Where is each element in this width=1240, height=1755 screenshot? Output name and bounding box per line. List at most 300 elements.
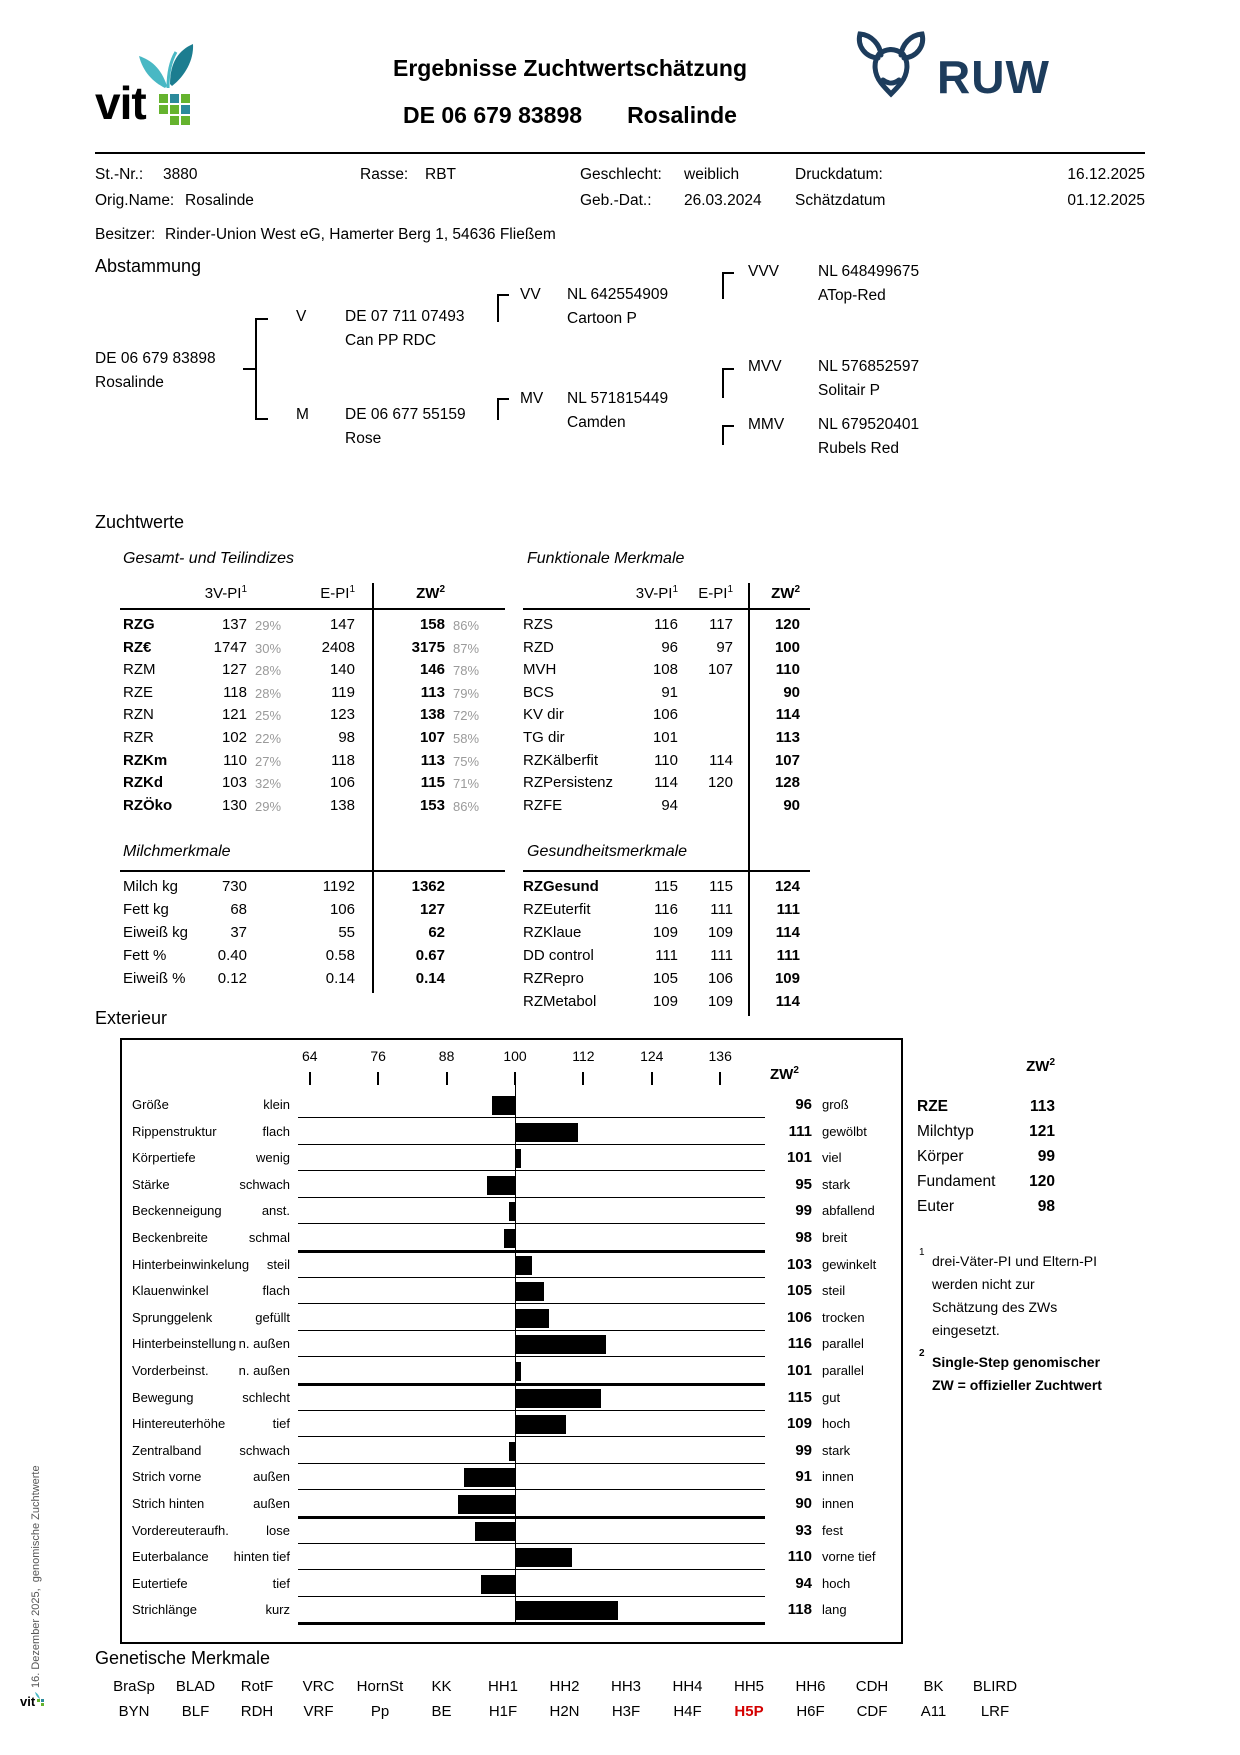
trait-label: RZKlaue xyxy=(523,924,582,941)
trait-value: 95 xyxy=(795,1175,812,1193)
zw-value: 114 xyxy=(775,924,800,941)
axis-tick-mark xyxy=(446,1072,448,1085)
zw-value: 113 xyxy=(420,683,445,701)
trait-bar xyxy=(515,1389,601,1408)
geb-dat-value: 26.03.2024 xyxy=(684,192,762,209)
genetic-trait-name: BLIRD xyxy=(972,1678,1018,1695)
trait-label: Vordereuteraufh. xyxy=(132,1522,229,1538)
exterieur-row xyxy=(122,1385,901,1412)
milch-header-rule xyxy=(120,870,505,872)
funktional-title: Funktionale Merkmale xyxy=(527,550,685,567)
trait-high-descriptor: steil xyxy=(822,1283,846,1299)
pedigree-bracket-line xyxy=(255,418,268,420)
genetic-trait-status: H6F xyxy=(796,1703,825,1720)
genetik-heading: Genetische Merkmale xyxy=(95,1648,271,1668)
table-row xyxy=(523,639,810,661)
pi3v-value: 115 xyxy=(654,878,678,895)
axis-tick-label: 88 xyxy=(438,1048,455,1064)
exterieur-row xyxy=(122,1597,901,1624)
trait-label: Hinterbeinstellung xyxy=(132,1336,237,1352)
table-row xyxy=(120,684,505,706)
trait-label: Beckenbreite xyxy=(132,1230,208,1245)
zw-value: 3175 xyxy=(411,638,445,656)
pedigree-mmv-name: Rubels Red xyxy=(818,440,899,457)
pedigree-bracket-line xyxy=(722,272,724,299)
epi-value: 0.14 xyxy=(325,970,355,987)
trait-value: 106 xyxy=(786,1308,812,1326)
trait-value: 116 xyxy=(787,1335,812,1353)
pedigree-mmv-label: MMV xyxy=(748,416,785,433)
summary-row xyxy=(917,1173,1057,1197)
summary-value: 113 xyxy=(1029,1098,1055,1115)
zw-reliability: 72% xyxy=(453,708,480,724)
indizes-title: Gesamt- und Teilindizes xyxy=(123,550,295,567)
zw-value: 153 xyxy=(419,796,445,814)
trait-low-descriptor: hinten tief xyxy=(233,1549,290,1565)
trait-value: 110 xyxy=(787,1548,812,1566)
zw-value: 146 xyxy=(419,661,445,679)
trait-label: Körpertiefe xyxy=(132,1150,196,1166)
trait-label: RZG xyxy=(123,616,155,633)
pedigree-mmv-id: NL 679520401 xyxy=(818,416,920,433)
table-row xyxy=(120,878,505,900)
zuchtwerte-heading: Zuchtwerte xyxy=(95,512,185,532)
zw-value: 114 xyxy=(775,706,800,724)
genetic-trait-name: BraSp xyxy=(113,1678,155,1695)
epi-value: 1192 xyxy=(322,878,355,895)
zw-value: 124 xyxy=(774,878,800,895)
trait-label: RZKm xyxy=(123,751,168,769)
pedigree-vv-name: Cartoon P xyxy=(567,310,637,327)
zw-reliability: 86% xyxy=(453,798,480,814)
genetic-trait-status: VRF xyxy=(303,1703,334,1720)
exterieur-row xyxy=(122,1119,901,1146)
ruw-logo-text: RUW xyxy=(937,51,1050,103)
pedigree-v-id: DE 07 711 07493 xyxy=(345,308,465,325)
genetic-trait-name: HornSt xyxy=(356,1678,404,1695)
axis-tick-label: 136 xyxy=(708,1048,732,1064)
trait-label: RZKd xyxy=(123,774,163,792)
exterieur-row xyxy=(122,1411,901,1438)
table-row xyxy=(523,970,810,992)
pi3v-value: 37 xyxy=(230,924,247,941)
epi-value: 123 xyxy=(329,706,355,724)
pi3v-value: 130 xyxy=(221,796,247,814)
trait-value: 111 xyxy=(788,1122,812,1140)
trait-bar xyxy=(458,1495,515,1514)
sidebar-vit-logo xyxy=(20,1692,47,1709)
trait-bar xyxy=(515,1123,578,1142)
genetic-trait-status: H2N xyxy=(549,1703,580,1720)
trait-label: Stärke xyxy=(132,1176,170,1192)
animal-id: DE 06 679 83898 xyxy=(403,102,583,128)
zw-value: 115 xyxy=(420,774,445,792)
trait-label: RZRepro xyxy=(523,970,584,987)
trait-bar xyxy=(464,1468,515,1487)
zw-reliability: 79% xyxy=(453,685,480,701)
table-row xyxy=(120,970,505,992)
pi3v-reliability: 30% xyxy=(255,640,282,656)
pedigree-bracket-line xyxy=(497,294,499,322)
summary-row xyxy=(917,1148,1057,1172)
trait-label: RZEuterfit xyxy=(523,901,591,918)
zw-value: 113 xyxy=(420,751,445,769)
pedigree-bracket-line xyxy=(722,425,734,427)
trait-value: 98 xyxy=(795,1229,812,1246)
axis-tick-label: 124 xyxy=(640,1048,664,1064)
ruw-logo xyxy=(845,28,1075,118)
besitzer-label: Besitzer: xyxy=(95,226,156,243)
trait-high-descriptor: breit xyxy=(822,1230,848,1245)
pi3v-value: 68 xyxy=(230,901,247,918)
pi3v-value: 0.12 xyxy=(217,970,247,987)
table-row xyxy=(120,706,505,728)
epi-value: 138 xyxy=(329,796,355,814)
druckdatum-value: 16.12.2025 xyxy=(1067,166,1145,183)
pedigree-bracket-line xyxy=(722,368,724,398)
zw-value: 109 xyxy=(774,970,800,987)
st-nr-value: 3880 xyxy=(163,166,198,183)
header-divider xyxy=(95,152,1145,154)
besitzer-value: Rinder-Union West eG, Hamerter Berg 1, 54636 Fließem xyxy=(165,226,556,243)
trait-label: RZR xyxy=(123,729,154,746)
trait-label: Hinterbeinwinkelung xyxy=(132,1256,250,1272)
trait-bar xyxy=(487,1176,516,1195)
geschlecht-label: Geschlecht: xyxy=(580,166,662,183)
axis-tick-mark xyxy=(719,1072,721,1085)
exterieur-row xyxy=(122,1305,901,1332)
pedigree-bracket-line xyxy=(497,294,509,296)
pi3v-value: 127 xyxy=(221,661,247,679)
epi-value: 119 xyxy=(331,683,355,701)
zw-value: 100 xyxy=(774,638,800,656)
table-row xyxy=(523,797,810,819)
trait-bar xyxy=(475,1522,515,1541)
sidebar-date-text: 16. Dezember 2025, genomische Zuchtwerte xyxy=(30,1465,42,1688)
trait-label: RZGesund xyxy=(523,878,599,895)
trait-low-descriptor: schlecht xyxy=(242,1389,290,1405)
zw-value: 111 xyxy=(776,901,800,918)
zw-value: 107 xyxy=(419,729,445,746)
trait-low-descriptor: flach xyxy=(262,1283,290,1299)
trait-bar xyxy=(515,1309,549,1328)
vit-logo xyxy=(95,40,265,130)
trait-low-descriptor: außen xyxy=(253,1496,290,1511)
pi3v-reliability: 27% xyxy=(255,753,282,769)
trait-high-descriptor: hoch xyxy=(822,1416,851,1432)
trait-label: RZKälberfit xyxy=(523,751,599,769)
col-3vpi: $3V-PI^1$ xyxy=(635,584,678,602)
genetic-trait-name: HH5 xyxy=(733,1678,764,1695)
trait-high-descriptor: gewölbt xyxy=(822,1123,867,1139)
footnote-1: 1 drei-Väter-PI und Eltern-PI werden nicht zur Schätzung des ZWs eingesetzt. xyxy=(919,1247,1097,1339)
pi3v-value: 118 xyxy=(223,683,247,701)
milch-table xyxy=(120,878,505,998)
axis-tick-mark xyxy=(582,1072,584,1085)
trait-high-descriptor: viel xyxy=(822,1150,842,1166)
trait-bar xyxy=(515,1601,618,1620)
col-3vpi: $3V-PI^1$ xyxy=(204,584,247,602)
table-row xyxy=(120,729,505,751)
genetic-trait-status: LRF xyxy=(980,1703,1010,1720)
vit-logo-text: vit xyxy=(95,77,146,129)
pedigree-animal-name: Rosalinde xyxy=(95,374,164,391)
zw-value: 120 xyxy=(774,616,800,633)
pedigree-heading: Abstammung xyxy=(95,256,202,276)
trait-low-descriptor: lose xyxy=(266,1522,290,1538)
epi-value: 106 xyxy=(707,970,733,987)
zw-reliability: 75% xyxy=(453,753,480,769)
trait-high-descriptor: vorne tief xyxy=(822,1549,876,1565)
zw-reliability: 86% xyxy=(453,618,480,633)
trait-label: RZS xyxy=(523,616,553,633)
exterieur-row xyxy=(122,1358,901,1385)
pedigree-m-label: M xyxy=(296,406,309,423)
genetic-trait-column xyxy=(779,1678,843,1720)
genetic-trait-column xyxy=(533,1678,597,1720)
zw-value: 90 xyxy=(783,683,800,701)
pi3v-reliability: 32% xyxy=(255,776,282,792)
genetic-trait-status: A11 xyxy=(920,1703,947,1720)
druckdatum-label: Druckdatum: xyxy=(795,166,883,183)
geb-dat-label: Geb.-Dat.: xyxy=(580,192,652,209)
genetic-trait-name: HH4 xyxy=(672,1678,703,1695)
rasse-label: Rasse: xyxy=(360,166,409,183)
exterieur-chart xyxy=(120,1038,903,1644)
exterieur-row xyxy=(122,1518,901,1545)
summary-zw-header: $ZW^2$ xyxy=(1026,1057,1055,1075)
trait-low-descriptor: gefüllt xyxy=(255,1309,290,1325)
genetic-trait-name: BLAD xyxy=(175,1678,216,1695)
trait-label: RZPersistenz xyxy=(523,774,614,792)
table-row xyxy=(523,729,810,751)
trait-low-descriptor: tief xyxy=(272,1575,290,1591)
trait-high-descriptor: abfallend xyxy=(822,1203,875,1219)
pi3v-value: 108 xyxy=(652,661,678,679)
pi3v-value: 94 xyxy=(661,796,678,814)
table-row xyxy=(120,797,505,819)
trait-value: 118 xyxy=(787,1601,812,1619)
pi3v-value: 96 xyxy=(661,638,678,656)
pi3v-value: 110 xyxy=(223,751,247,769)
exterieur-row xyxy=(122,1571,901,1598)
genetic-trait-column xyxy=(840,1678,904,1720)
trait-value: 96 xyxy=(795,1096,812,1113)
genetic-trait-column xyxy=(102,1678,166,1720)
table-row xyxy=(523,684,810,706)
genetic-trait-name: RotF xyxy=(240,1678,274,1695)
trait-value: 93 xyxy=(795,1521,812,1539)
schaetzdatum-label: Schätzdatum xyxy=(795,192,886,209)
pi3v-value: 137 xyxy=(221,616,247,633)
trait-high-descriptor: stark xyxy=(822,1442,851,1458)
trait-low-descriptor: steil xyxy=(266,1256,290,1272)
trait-low-descriptor: außen xyxy=(253,1469,290,1485)
trait-value: 94 xyxy=(795,1574,812,1592)
trait-value: 101 xyxy=(786,1149,812,1167)
table-row xyxy=(120,924,505,946)
trait-low-descriptor: anst. xyxy=(261,1203,290,1219)
zw-value: 0.67 xyxy=(415,947,445,964)
pedigree-vv-label: VV xyxy=(520,286,541,303)
trait-bar xyxy=(515,1256,532,1275)
table-row xyxy=(120,774,505,796)
zw-reliability: 58% xyxy=(453,731,480,746)
table-row xyxy=(523,878,810,900)
trait-label: Strich hinten xyxy=(132,1496,205,1511)
genetic-trait-column xyxy=(225,1678,289,1720)
pedigree-bracket-line xyxy=(497,398,509,400)
pi3v-value: 91 xyxy=(661,683,678,701)
genetic-trait-column xyxy=(656,1678,720,1720)
trait-value: 90 xyxy=(795,1495,812,1512)
trait-label: Zentralband xyxy=(132,1442,202,1458)
pi3v-value: 0.40 xyxy=(217,947,247,964)
trait-label: MVH xyxy=(523,661,557,679)
genetic-trait-status: BE xyxy=(431,1703,452,1720)
trait-bar xyxy=(515,1548,572,1567)
summary-value: 120 xyxy=(1029,1173,1055,1190)
pi3v-value: 121 xyxy=(221,706,247,724)
indizes-table xyxy=(120,616,505,821)
epi-value: 98 xyxy=(338,729,355,746)
geschlecht-value: weiblich xyxy=(684,166,740,183)
trait-bar xyxy=(509,1442,515,1461)
zw-reliability: 78% xyxy=(453,663,480,679)
trait-label: Fett kg xyxy=(123,901,169,918)
table-row xyxy=(523,774,810,796)
trait-high-descriptor: fest xyxy=(822,1522,843,1538)
sidebar-vit-icon xyxy=(35,1692,47,1706)
summary-value: 99 xyxy=(1037,1148,1055,1165)
trait-label: Vorderbeinst. xyxy=(132,1363,209,1378)
pi3v-value: 109 xyxy=(652,993,678,1010)
exterieur-row xyxy=(122,1544,901,1571)
col-zw: $ZW^2$ xyxy=(771,584,800,602)
trait-value: 99 xyxy=(795,1202,812,1220)
pedigree-mvv-name: Solitair P xyxy=(818,382,881,399)
epi-value: 55 xyxy=(338,924,355,941)
trait-label: BCS xyxy=(523,683,554,701)
epi-value: 107 xyxy=(707,661,733,679)
vit-plant-icon xyxy=(137,40,207,128)
epi-value: 109 xyxy=(707,993,733,1010)
table-row xyxy=(120,616,505,638)
epi-value: 106 xyxy=(329,774,355,792)
trait-high-descriptor: groß xyxy=(822,1097,849,1112)
genetic-trait-name: HH2 xyxy=(549,1678,580,1695)
genetic-trait-name: BK xyxy=(923,1678,944,1695)
trait-low-descriptor: schwach xyxy=(239,1176,290,1192)
orig-name-value: Rosalinde xyxy=(185,192,254,209)
trait-value: 101 xyxy=(786,1362,812,1379)
pedigree-bracket-line xyxy=(722,272,734,274)
zw-value: 90 xyxy=(783,796,800,814)
table-row xyxy=(120,947,505,969)
trait-label: KV dir xyxy=(523,706,564,724)
trait-label: Beckenneigung xyxy=(132,1203,222,1219)
trait-low-descriptor: n. außen xyxy=(238,1363,290,1378)
pedigree-bracket-line xyxy=(722,368,734,370)
summary-value: 121 xyxy=(1029,1123,1055,1140)
table-row xyxy=(120,901,505,923)
zw-value: 110 xyxy=(775,661,800,679)
exterieur-row xyxy=(122,1464,901,1491)
epi-value: 147 xyxy=(329,616,355,633)
gesundheit-header-rule xyxy=(523,870,810,872)
trait-high-descriptor: innen xyxy=(822,1496,854,1511)
pedigree-bracket-line xyxy=(722,425,724,445)
trait-low-descriptor: tief xyxy=(272,1416,290,1432)
genetic-trait-status: Pp xyxy=(370,1703,390,1720)
pi3v-value: 116 xyxy=(654,901,678,918)
pi3v-value: 105 xyxy=(652,970,678,987)
trait-bar xyxy=(509,1202,515,1221)
rasse-value: RBT xyxy=(425,166,456,183)
trait-value: 99 xyxy=(795,1441,812,1459)
trait-label: RZMetabol xyxy=(523,993,597,1010)
trait-label: Eutertiefe xyxy=(132,1575,188,1591)
trait-label: RZM xyxy=(123,661,156,679)
trait-label: TG dir xyxy=(523,729,565,746)
trait-label: Bewegung xyxy=(132,1389,194,1405)
summary-value: 98 xyxy=(1037,1198,1055,1215)
pedigree-mvv-id: NL 576852597 xyxy=(818,358,920,375)
indizes-header xyxy=(120,585,505,607)
epi-value: 115 xyxy=(709,878,733,895)
pedigree-animal-id: DE 06 679 83898 xyxy=(95,350,216,367)
trait-low-descriptor: kurz xyxy=(265,1602,290,1618)
col-epi: $E-PI^1$ xyxy=(320,584,355,602)
trait-label: Sprunggelenk xyxy=(132,1309,213,1325)
summary-label: Fundament xyxy=(917,1173,996,1190)
genetic-traits xyxy=(102,1678,1032,1738)
trait-label: Klauenwinkel xyxy=(132,1283,209,1299)
trait-high-descriptor: innen xyxy=(822,1469,854,1485)
schaetzdatum-value: 01.12.2025 xyxy=(1067,192,1145,209)
exterieur-row xyxy=(122,1092,901,1119)
summary-label: RZE xyxy=(917,1098,948,1115)
axis-tick-label: 76 xyxy=(370,1048,386,1064)
trait-low-descriptor: flach xyxy=(262,1123,290,1139)
genetic-trait-column xyxy=(902,1678,966,1720)
table-row xyxy=(523,661,810,683)
epi-value: 106 xyxy=(329,901,355,918)
pedigree-vvv-name: ATop-Red xyxy=(818,287,886,304)
axis-tick-label: 112 xyxy=(572,1048,595,1064)
genetic-trait-column xyxy=(410,1678,474,1720)
trait-label: RZN xyxy=(123,706,154,724)
genetic-trait-column xyxy=(164,1678,228,1720)
trait-value: 105 xyxy=(786,1282,812,1300)
genetic-trait-status: H4F xyxy=(673,1703,702,1720)
summary-row xyxy=(917,1123,1057,1147)
epi-value: 2408 xyxy=(321,638,355,656)
pedigree-mv-id: NL 571815449 xyxy=(567,390,669,407)
genetic-trait-column xyxy=(287,1678,351,1720)
trait-value: 103 xyxy=(786,1255,812,1273)
pedigree-m-name: Rose xyxy=(345,430,382,447)
summary-label: Euter xyxy=(917,1198,955,1215)
pi3v-value: 730 xyxy=(221,878,247,895)
funktional-table xyxy=(523,616,810,821)
zw-value: 107 xyxy=(774,751,800,769)
trait-label: Strichlänge xyxy=(132,1602,198,1618)
milch-title: Milchmerkmale xyxy=(123,843,231,860)
table-row xyxy=(120,752,505,774)
genetic-trait-status: BYN xyxy=(118,1703,150,1720)
genetic-trait-column xyxy=(594,1678,658,1720)
